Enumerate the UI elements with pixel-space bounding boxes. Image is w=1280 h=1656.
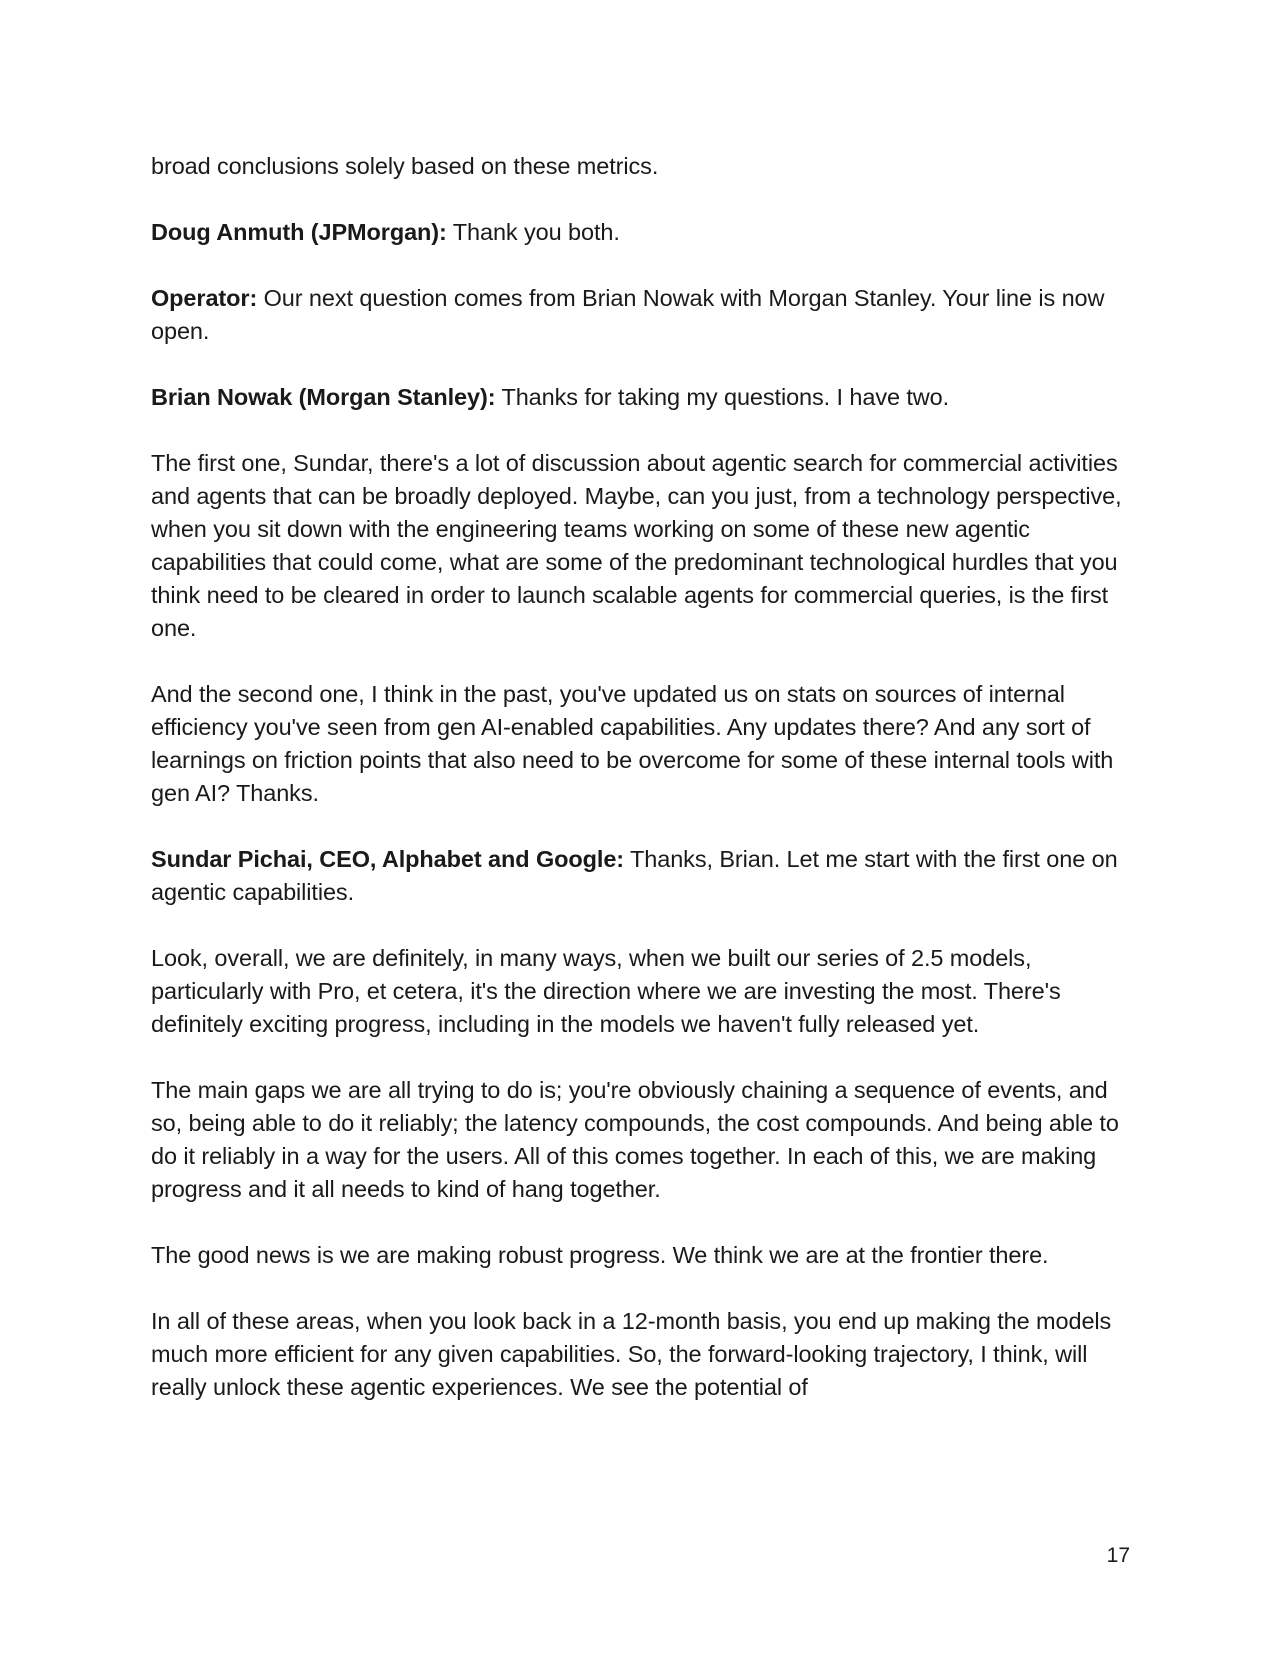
paragraph-text: In all of these areas, when you look back in a 12-month basis, you end up making the models much more efficient for any given capabilities. So, the forward-looking trajectory, I think, will really unlock these agentic experiences. We see the potential of	[151, 1308, 1112, 1400]
paragraph-text: The main gaps we are all trying to do is; you're obviously chaining a sequence of events, and so, being able to do it reliably; the latency compounds, the cost compounds. And being able to do it reliably in a way for the users. All of this comes together. In each of this, we are making progress and it all needs to kind of hang together.	[151, 1077, 1119, 1202]
paragraph-trajectory	[151, 1305, 1131, 1404]
paragraph-second-question	[151, 678, 1131, 810]
paragraph-text: Thank you both.	[446, 219, 620, 245]
paragraph-operator	[151, 282, 1131, 348]
speaker-label: Sundar Pichai, CEO, Alphabet and Google:	[151, 846, 625, 872]
paragraph-models-direction	[151, 942, 1131, 1041]
speaker-label: Doug Anmuth (JPMorgan):	[151, 219, 447, 245]
page-number: 17	[1106, 1544, 1130, 1567]
paragraph-text: Thanks, Brian. Let me start with the first one on agentic capabilities.	[151, 846, 1118, 905]
paragraph-text: broad conclusions solely based on these metrics.	[151, 153, 659, 179]
paragraph-text: The first one, Sundar, there's a lot of discussion about agentic search for commercial activities and agents that can be broadly deployed. Maybe, can you just, from a technology perspective, when you sit down with the engineering teams working on some of these new agentic capabilities that could come, what are some of the predominant technological hurdles that you think need to be cleared in order to launch scalable agents for commercial queries, is the first one.	[151, 450, 1122, 641]
paragraph-text: Our next question comes from Brian Nowak with Morgan Stanley. Your line is now open.	[151, 285, 1105, 344]
paragraph-text: And the second one, I think in the past, you've updated us on stats on sources of internal efficiency you've seen from gen AI-enabled capabilities. Any updates there? And any sort of learnings on friction points that also need to be overcome for some of these internal tools with gen AI? Thanks.	[151, 681, 1114, 806]
paragraph-first-question	[151, 447, 1131, 645]
paragraph-doug-anmuth	[151, 216, 1131, 249]
speaker-label: Brian Nowak (Morgan Stanley):	[151, 384, 496, 410]
paragraph-good-news	[151, 1239, 1131, 1272]
paragraph-text: Thanks for taking my questions. I have two.	[495, 384, 950, 410]
paragraph-main-gaps	[151, 1074, 1131, 1206]
paragraph-text: The good news is we are making robust progress. We think we are at the frontier there.	[151, 1242, 1049, 1268]
speaker-label: Operator:	[151, 285, 258, 311]
paragraph-continuation	[151, 150, 1131, 183]
paragraph-sundar-pichai	[151, 843, 1131, 909]
transcript-body	[151, 150, 1131, 1437]
paragraph-text: Look, overall, we are definitely, in many ways, when we built our series of 2.5 models, particularly with Pro, et cetera, it's the direction where we are investing the most. There's definitely exciting progress, including in the models we haven't fully released yet.	[151, 945, 1061, 1037]
paragraph-brian-nowak	[151, 381, 1131, 414]
